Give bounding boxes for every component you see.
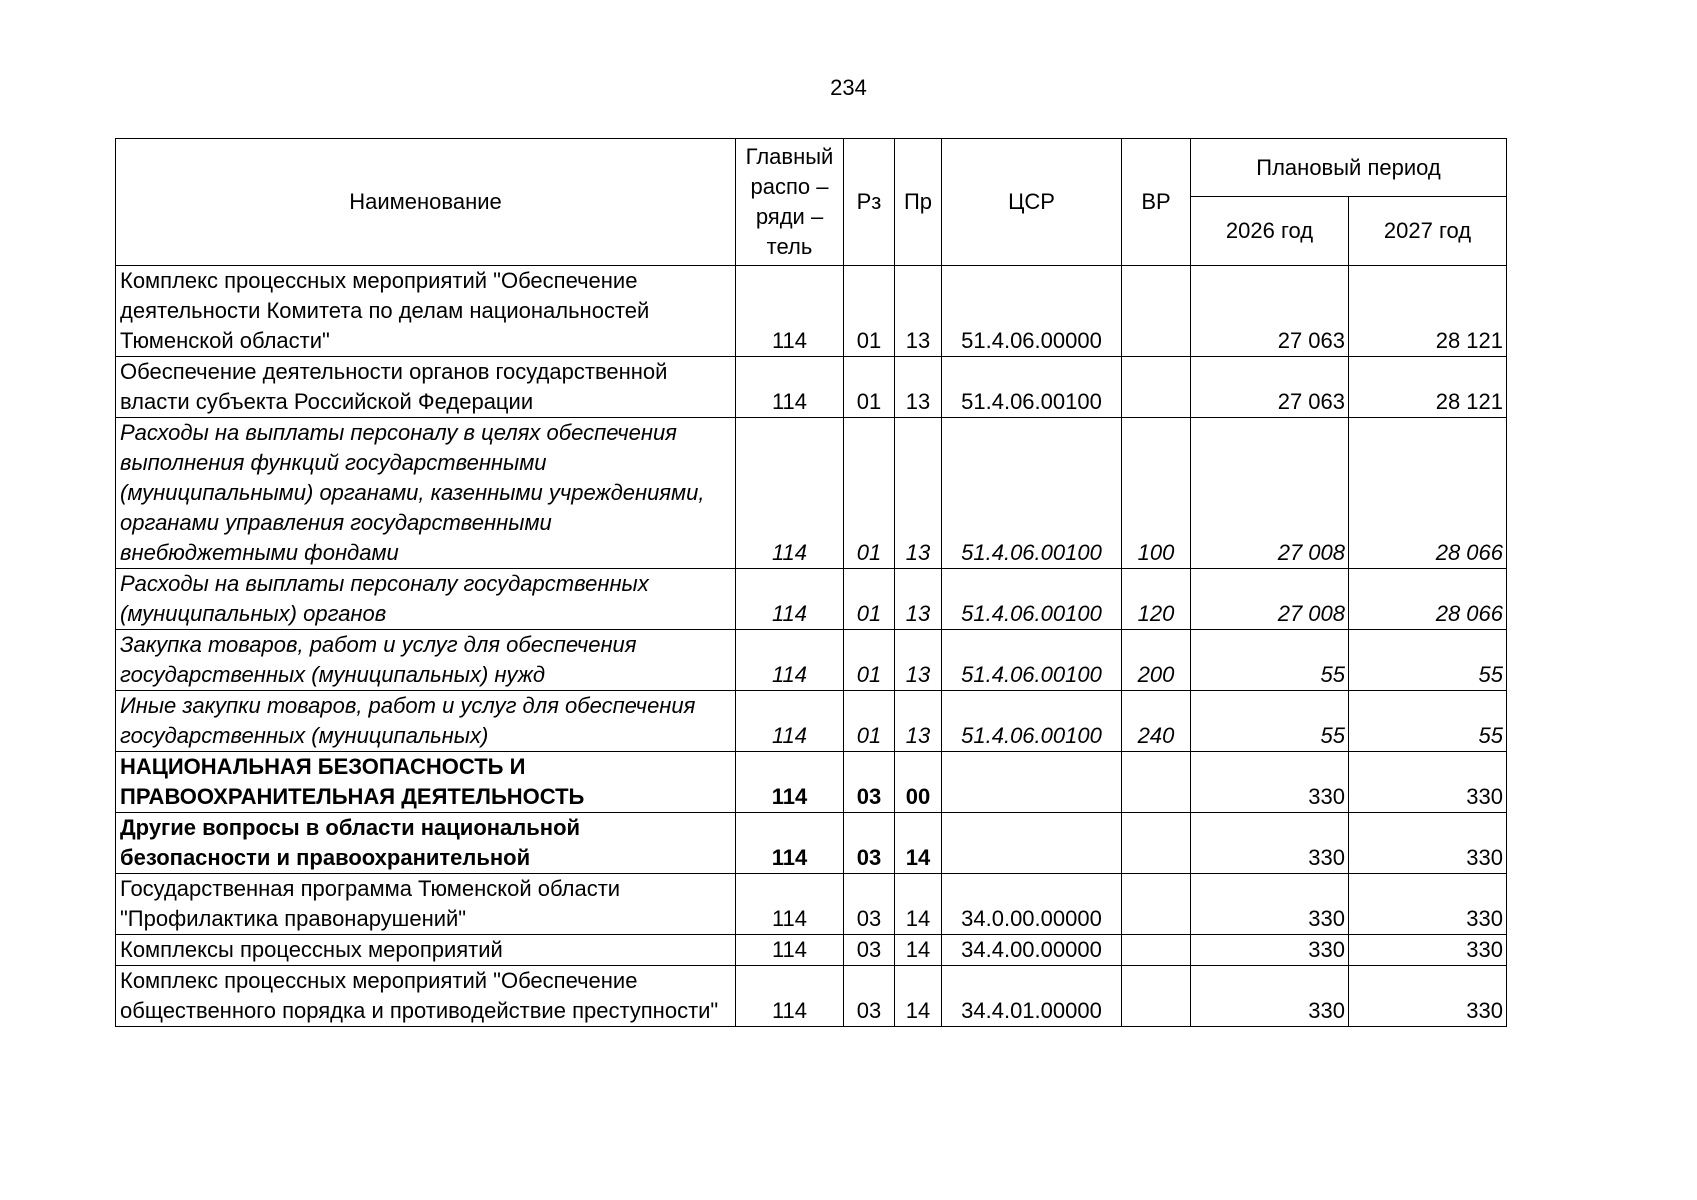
header-year-2026: 2026 год xyxy=(1191,197,1349,266)
cell-rz: 03 xyxy=(844,813,895,874)
cell-rz: 03 xyxy=(844,752,895,813)
header-pr: Пр xyxy=(895,139,942,266)
cell-name: Иные закупки товаров, работ и услуг для обеспечения государственных (муниципальных) xyxy=(116,691,736,752)
cell-2027: 330 xyxy=(1349,966,1507,1027)
cell-rz: 03 xyxy=(844,966,895,1027)
cell-glav: 114 xyxy=(736,813,844,874)
cell-csr: 51.4.06.00100 xyxy=(942,691,1122,752)
table-row xyxy=(116,357,1507,418)
budget-table xyxy=(115,138,1507,1027)
cell-pr: 13 xyxy=(895,418,942,569)
cell-csr: 51.4.06.00100 xyxy=(942,569,1122,630)
table-row xyxy=(116,691,1507,752)
cell-vr xyxy=(1122,874,1191,935)
cell-2026: 27 063 xyxy=(1191,266,1349,357)
table-row xyxy=(116,569,1507,630)
cell-rz: 01 xyxy=(844,691,895,752)
cell-name: Комплекс процессных мероприятий "Обеспечение общественного порядка и противодействие преступности" xyxy=(116,966,736,1027)
cell-name: Расходы на выплаты персоналу в целях обеспечения выполнения функций государственными (муниципальными) органами, казенными учреждениями, органами управления государственными внебюджетными фондами xyxy=(116,418,736,569)
cell-csr xyxy=(942,813,1122,874)
cell-pr: 13 xyxy=(895,630,942,691)
cell-rz: 01 xyxy=(844,266,895,357)
cell-csr: 51.4.06.00100 xyxy=(942,357,1122,418)
cell-glav: 114 xyxy=(736,691,844,752)
table-body xyxy=(116,266,1507,1027)
cell-pr: 13 xyxy=(895,266,942,357)
cell-glav: 114 xyxy=(736,266,844,357)
header-csr: ЦСР xyxy=(942,139,1122,266)
cell-rz: 01 xyxy=(844,630,895,691)
cell-2026: 330 xyxy=(1191,874,1349,935)
cell-pr: 14 xyxy=(895,935,942,966)
header-vr: ВР xyxy=(1122,139,1191,266)
cell-name: Комплексы процессных мероприятий xyxy=(116,935,736,966)
header-name: Наименование xyxy=(116,139,736,266)
cell-csr: 51.4.06.00100 xyxy=(942,418,1122,569)
cell-2027: 55 xyxy=(1349,691,1507,752)
cell-glav: 114 xyxy=(736,630,844,691)
header-rz: Рз xyxy=(844,139,895,266)
table-row xyxy=(116,418,1507,569)
header-glav: Главный распо – ряди – тель xyxy=(736,139,844,266)
cell-2027: 28 121 xyxy=(1349,357,1507,418)
cell-glav: 114 xyxy=(736,966,844,1027)
header-year-2027: 2027 год xyxy=(1349,197,1507,266)
cell-rz: 03 xyxy=(844,874,895,935)
cell-2026: 330 xyxy=(1191,752,1349,813)
table-row xyxy=(116,266,1507,357)
cell-pr: 13 xyxy=(895,569,942,630)
cell-2027: 28 121 xyxy=(1349,266,1507,357)
cell-rz: 01 xyxy=(844,569,895,630)
cell-2026: 27 063 xyxy=(1191,357,1349,418)
cell-csr xyxy=(942,752,1122,813)
cell-2026: 330 xyxy=(1191,813,1349,874)
cell-csr: 51.4.06.00000 xyxy=(942,266,1122,357)
cell-name: НАЦИОНАЛЬНАЯ БЕЗОПАСНОСТЬ И ПРАВООХРАНИТЕЛЬНАЯ ДЕЯТЕЛЬНОСТЬ xyxy=(116,752,736,813)
table-row xyxy=(116,630,1507,691)
cell-name: Закупка товаров, работ и услуг для обеспечения государственных (муниципальных) нужд xyxy=(116,630,736,691)
cell-2027: 28 066 xyxy=(1349,418,1507,569)
page-number: 234 xyxy=(830,75,867,100)
table-header xyxy=(116,139,1507,266)
cell-csr: 34.4.00.00000 xyxy=(942,935,1122,966)
cell-pr: 13 xyxy=(895,691,942,752)
cell-vr: 240 xyxy=(1122,691,1191,752)
cell-vr: 100 xyxy=(1122,418,1191,569)
cell-name: Расходы на выплаты персоналу государственных (муниципальных) органов xyxy=(116,569,736,630)
cell-2026: 330 xyxy=(1191,935,1349,966)
cell-2027: 28 066 xyxy=(1349,569,1507,630)
cell-vr xyxy=(1122,966,1191,1027)
cell-vr: 120 xyxy=(1122,569,1191,630)
cell-glav: 114 xyxy=(736,357,844,418)
cell-vr: 200 xyxy=(1122,630,1191,691)
cell-pr: 13 xyxy=(895,357,942,418)
cell-vr xyxy=(1122,357,1191,418)
cell-2027: 55 xyxy=(1349,630,1507,691)
cell-vr xyxy=(1122,266,1191,357)
cell-glav: 114 xyxy=(736,752,844,813)
cell-name: Обеспечение деятельности органов государственной власти субъекта Российской Федерации xyxy=(116,357,736,418)
cell-vr xyxy=(1122,813,1191,874)
cell-pr: 00 xyxy=(895,752,942,813)
cell-2027: 330 xyxy=(1349,935,1507,966)
cell-csr: 34.4.01.00000 xyxy=(942,966,1122,1027)
cell-name: Комплекс процессных мероприятий "Обеспечение деятельности Комитета по делам национальностей Тюменской области" xyxy=(116,266,736,357)
cell-vr xyxy=(1122,752,1191,813)
cell-rz: 03 xyxy=(844,935,895,966)
cell-2026: 27 008 xyxy=(1191,418,1349,569)
cell-pr: 14 xyxy=(895,813,942,874)
cell-glav: 114 xyxy=(736,569,844,630)
cell-vr xyxy=(1122,935,1191,966)
table-row xyxy=(116,935,1507,966)
cell-2026: 55 xyxy=(1191,691,1349,752)
table-row xyxy=(116,813,1507,874)
cell-2026: 330 xyxy=(1191,966,1349,1027)
cell-csr: 34.0.00.00000 xyxy=(942,874,1122,935)
table-row xyxy=(116,874,1507,935)
cell-pr: 14 xyxy=(895,874,942,935)
table-row xyxy=(116,966,1507,1027)
cell-2026: 55 xyxy=(1191,630,1349,691)
header-planned-period: Плановый период xyxy=(1191,139,1507,197)
cell-rz: 01 xyxy=(844,418,895,569)
cell-name: Государственная программа Тюменской области "Профилактика правонарушений" xyxy=(116,874,736,935)
cell-csr: 51.4.06.00100 xyxy=(942,630,1122,691)
cell-pr: 14 xyxy=(895,966,942,1027)
cell-glav: 114 xyxy=(736,418,844,569)
cell-rz: 01 xyxy=(844,357,895,418)
cell-2027: 330 xyxy=(1349,752,1507,813)
cell-2026: 27 008 xyxy=(1191,569,1349,630)
cell-name: Другие вопросы в области национальной безопасности и правоохранительной xyxy=(116,813,736,874)
cell-glav: 114 xyxy=(736,874,844,935)
cell-2027: 330 xyxy=(1349,813,1507,874)
cell-glav: 114 xyxy=(736,935,844,966)
cell-2027: 330 xyxy=(1349,874,1507,935)
table-row xyxy=(116,752,1507,813)
